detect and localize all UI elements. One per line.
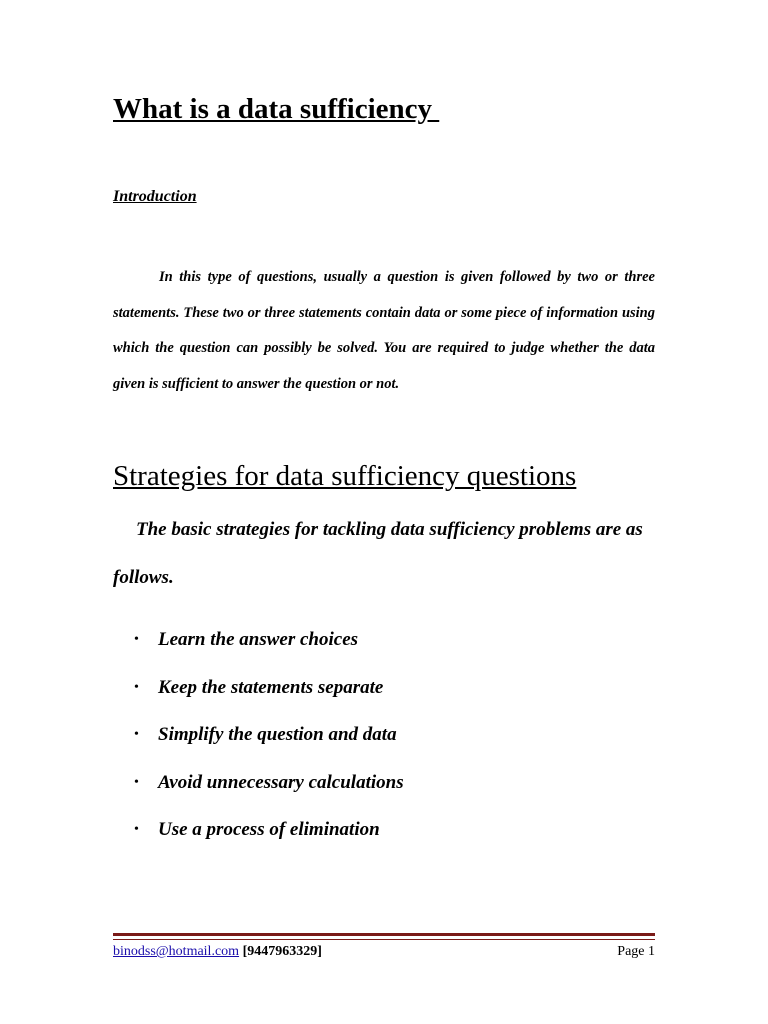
- bullet-icon: •: [134, 679, 139, 695]
- footer-email-link[interactable]: binodss@hotmail.com: [113, 944, 240, 959]
- bullet-icon: •: [134, 727, 139, 742]
- introduction-paragraph: In this type of questions, usually a question is given followed by two or three statements. These two or three statements contain data or some piece of information using which the question can possibly be solved. You are required to judge whether the data given is sufficient to answer the question or not.: [113, 269, 655, 393]
- footer-page-number: Page 1: [617, 944, 655, 959]
- list-item-text: Avoid unnecessary calculations: [158, 771, 404, 793]
- footer-divider-thin: [113, 939, 655, 940]
- bullet-icon: •: [134, 774, 139, 790]
- footer-phone: [9447963329]: [242, 944, 322, 959]
- bullet-icon: •: [134, 632, 139, 647]
- list-item: [113, 671, 404, 719]
- list-item: [113, 718, 404, 766]
- list-item: [113, 813, 404, 861]
- strategies-list: [113, 623, 404, 861]
- footer-divider-thick: [113, 933, 655, 936]
- list-item: [113, 623, 404, 671]
- bullet-icon: •: [134, 822, 139, 837]
- list-item-text: Use a process of elimination: [158, 819, 380, 840]
- list-item: [113, 766, 404, 814]
- document-title: What is a data sufficiency: [113, 93, 440, 125]
- list-item-text: Keep the statements separate: [158, 676, 384, 698]
- strategies-heading: Strategies for data sufficiency questions: [113, 460, 577, 492]
- page-footer: [113, 942, 655, 962]
- strategies-intro-paragraph: The basic strategies for tackling data sufficiency problems are as follows.: [113, 519, 643, 588]
- introduction-heading: Introduction: [113, 188, 197, 205]
- list-item-text: Learn the answer choices: [158, 629, 359, 650]
- list-item-text: Simplify the question and data: [158, 724, 397, 745]
